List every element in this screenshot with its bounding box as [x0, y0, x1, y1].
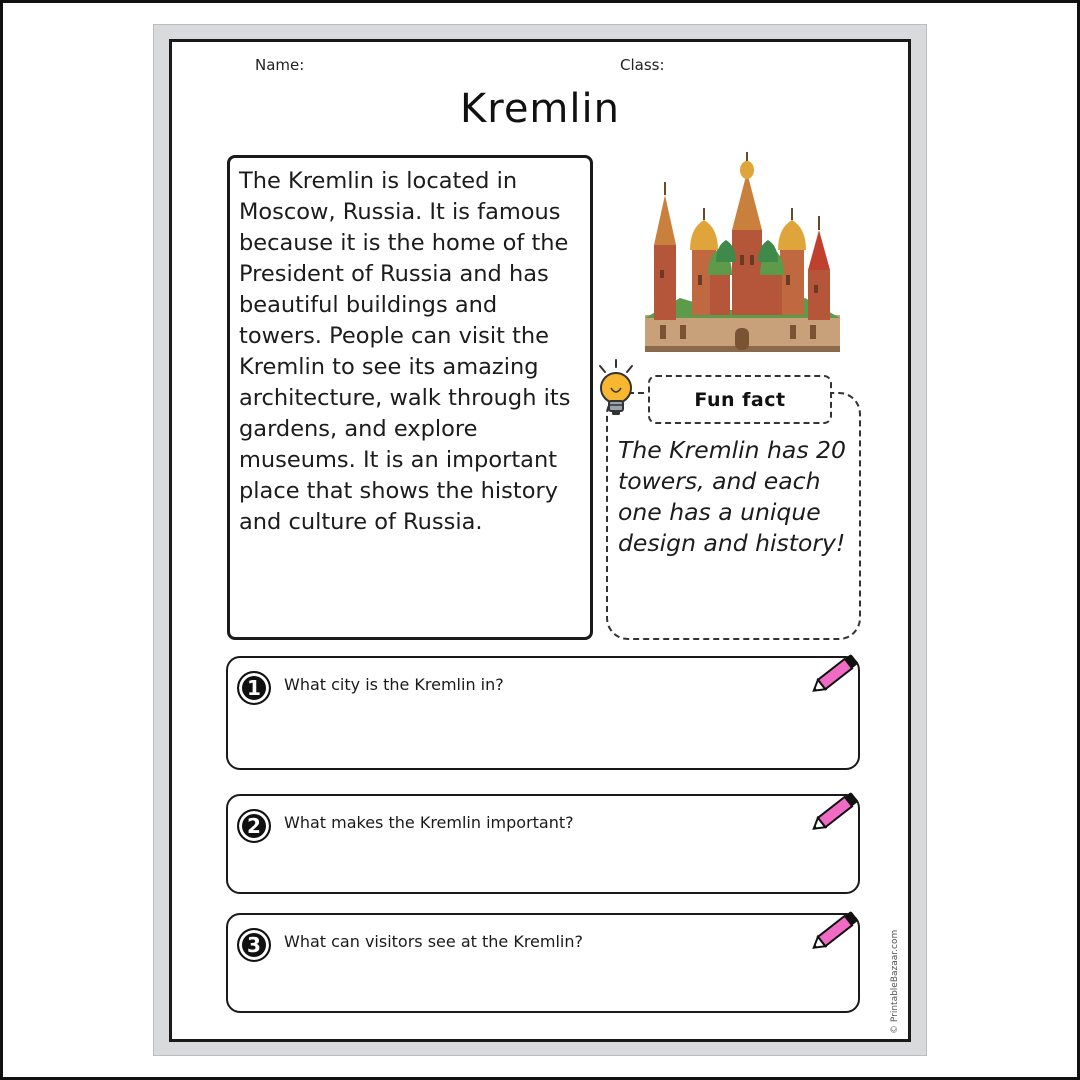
page-title: Kremlin [460, 86, 620, 132]
question-number-badge: 1 [237, 671, 271, 705]
class-label: Class: [620, 56, 665, 74]
question-text: What makes the Kremlin important? [284, 813, 574, 832]
question-text: What city is the Kremlin in? [284, 675, 504, 694]
fun-fact-heading: Fun fact [648, 375, 832, 424]
reading-passage-box [227, 155, 593, 640]
fun-fact-text: The Kremlin has 20 towers, and each one has a unique design and history! [618, 436, 846, 557]
reading-passage: The Kremlin is located in Moscow, Russia. It is famous because it is the home of the President of Russia and has beautiful buildings and towers. People can visit the Kremlin to see its amazing architecture, walk through its gardens, and explore museums. It is an important place that shows the history and culture of Russia. [239, 168, 571, 535]
lightbulb-icon [592, 358, 644, 422]
kremlin-illustration [640, 150, 845, 355]
question-number-badge: 2 [237, 809, 271, 843]
question-box-2[interactable] [226, 794, 860, 894]
copyright-text: © PrintableBazaar.com [890, 929, 900, 1034]
question-box-1[interactable] [226, 656, 860, 770]
question-box-3[interactable] [226, 913, 860, 1013]
name-label: Name: [255, 56, 305, 74]
pencil-icon [808, 905, 868, 955]
pencil-icon [808, 786, 868, 836]
pencil-icon [808, 648, 868, 698]
question-text: What can visitors see at the Kremlin? [284, 932, 583, 951]
question-number-badge: 3 [237, 928, 271, 962]
